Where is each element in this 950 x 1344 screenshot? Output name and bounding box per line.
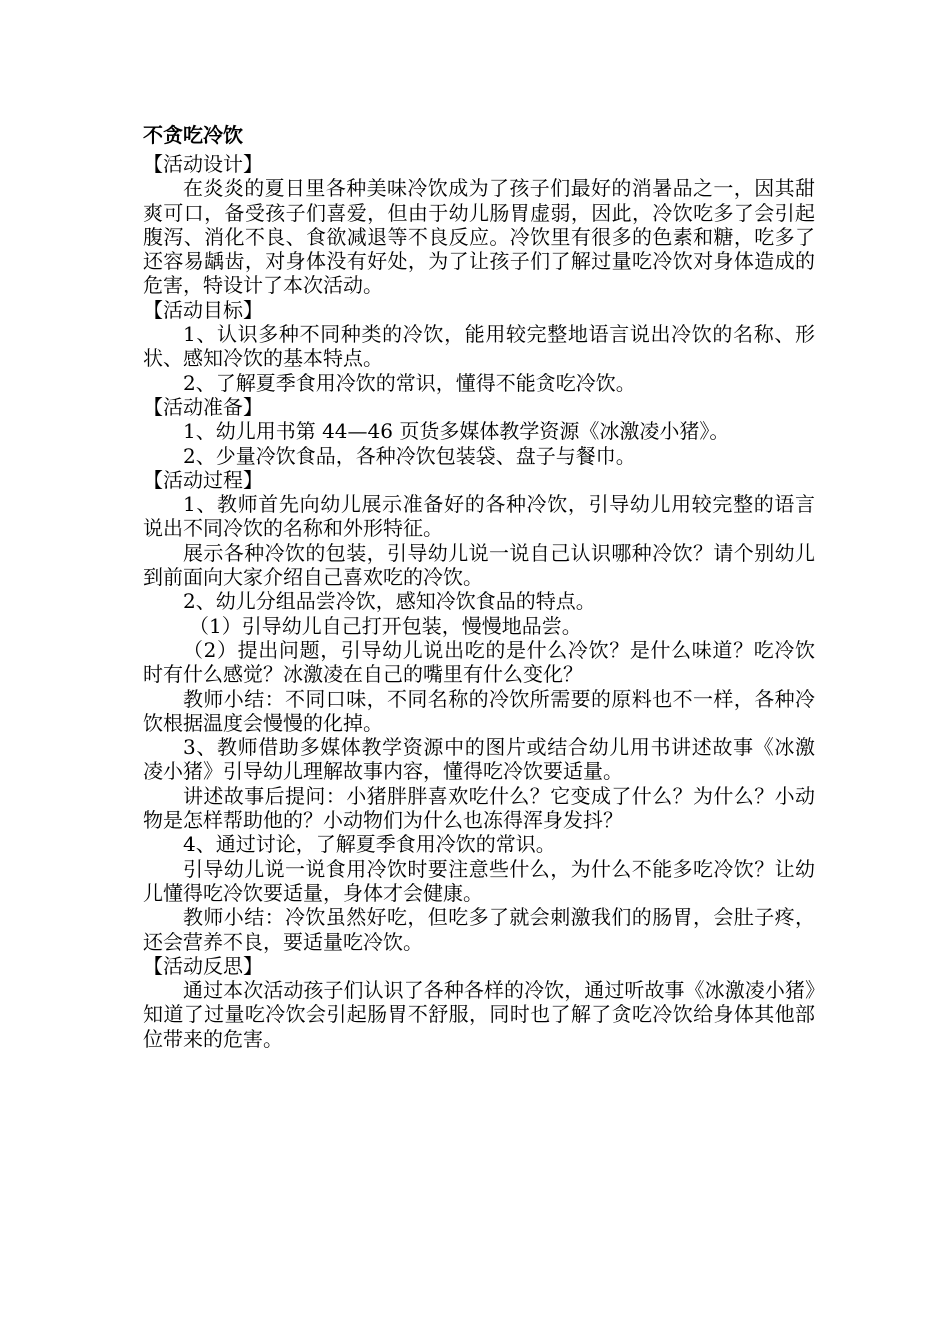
paragraph: 2、幼儿分组品尝冷饮，感知冷饮食品的特点。 — [183, 589, 596, 614]
paragraph: （2）提出问题，引导幼儿说出吃的是什么冷饮？是什么味道？吃冷饮时有什么感觉？冰激凌在自己的嘴里有什么变化？ — [143, 637, 815, 687]
paragraph: 1、幼儿用书第 44—46 页货多媒体教学资源《冰激凌小猪》。 — [183, 419, 730, 444]
paragraph: 2、了解夏季食用冷饮的常识，懂得不能贪吃冷饮。 — [183, 370, 636, 395]
paragraph: 通过本次活动孩子们认识了各种各样的冷饮，通过听故事《冰激凌小猪》知道了过量吃冷饮会引起肠胃不舒服，同时也了解了贪吃冷饮给身体其他部位带来的危害。 — [143, 978, 815, 1051]
section-heading: 【活动设计】 — [143, 152, 263, 176]
section-heading: 【活动目标】 — [143, 297, 263, 322]
paragraph: 1、教师首先向幼儿展示准备好的各种冷饮，引导幼儿用较完整的语言说出不同冷饮的名称和外形特征。 — [143, 492, 815, 541]
section-activity-goals — [143, 298, 815, 395]
paragraph: 2、少量冷饮食品，各种冷饮包装袋、盘子与餐巾。 — [183, 443, 636, 468]
document-page — [143, 118, 815, 1051]
section-activity-design — [143, 152, 815, 298]
section-heading: 【活动反思】 — [143, 953, 263, 978]
paragraph: 展示各种冷饮的包装，引导幼儿说一说自己认识哪种冷饮？请个别幼儿到前面向大家介绍自己喜欢吃的冷饮。 — [143, 540, 815, 590]
paragraph: 教师小结：冷饮虽然好吃，但吃多了就会刺激我们的肠胃，会肚子疼，还会营养不良，要适量吃冷饮。 — [143, 905, 815, 954]
paragraph: 讲述故事后提问：小猪胖胖喜欢吃什么？它变成了什么？为什么？小动物是怎样帮助他的？小动物们为什么也冻得浑身发抖？ — [143, 783, 815, 833]
paragraph: 在炎炎的夏日里各种美味冷饮成为了孩子们最好的消暑品之一，因其甜爽可口，备受孩子们喜爱，但由于幼儿肠胃虚弱，因此，冷饮吃多了会引起腹泻、消化不良、食欲减退等不良反应。冷饮里有很多的色素和糖，吃多了还容易龋齿，对身体没有好处，为了让孩子们了解过量吃冷饮对身体造成的危害，特设计了本次活动。 — [143, 176, 815, 298]
section-heading: 【活动过程】 — [143, 467, 263, 492]
paragraph: 4、通过讨论，了解夏季食用冷饮的常识。 — [183, 832, 556, 857]
section-activity-preparation — [143, 395, 815, 468]
document-title: 不贪吃冷饮 — [143, 123, 243, 147]
paragraph: 教师小结：不同口味，不同名称的冷饮所需要的原料也不一样，各种冷饮根据温度会慢慢的化掉。 — [143, 686, 815, 735]
paragraph: 1、认识多种不同种类的冷饮，能用较完整地语言说出冷饮的名称、形状、感知冷饮的基本特点。 — [143, 322, 815, 371]
paragraph: （1）引导幼儿自己打开包装，慢慢地品尝。 — [189, 613, 582, 638]
section-activity-process — [143, 468, 815, 954]
paragraph: 引导幼儿说一说食用冷饮时要注意些什么，为什么不能多吃冷饮？让幼儿懂得吃冷饮要适量，身体才会健康。 — [143, 856, 815, 905]
section-activity-reflection — [143, 954, 815, 1051]
section-heading: 【活动准备】 — [143, 394, 263, 419]
paragraph: 3、教师借助多媒体教学资源中的图片或结合幼儿用书讲述故事《冰激凌小猪》引导幼儿理解故事内容，懂得吃冷饮要适量。 — [143, 735, 815, 784]
